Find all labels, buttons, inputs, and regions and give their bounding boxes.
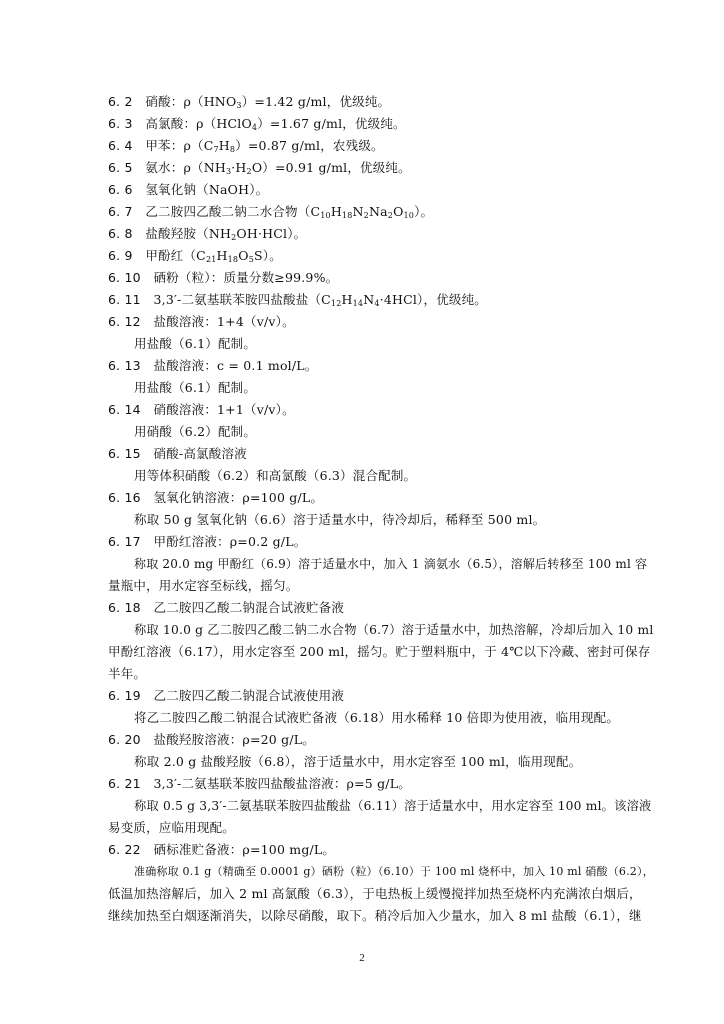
list-item: 6. 18 乙二胺四乙酸二钠混合试液贮备液 bbox=[108, 600, 345, 615]
list-item: 6. 3 高氯酸：ρ（HClO$_4$）=1.67 g/ml，优级纯。 bbox=[108, 116, 406, 132]
list-item: 6. 2 硝酸：$\rho(HNO_3)=1.42$ g/ml，优级纯。 bbox=[108, 94, 391, 110]
paragraph-text: 用盐酸（6.1）配制。 bbox=[134, 336, 257, 351]
paragraph-text: 称取 50 g 氢氧化钠（6.6）溶于适量水中，待冷却后，稀释至 500 ml。 bbox=[134, 512, 546, 527]
list-item: 6. 8 盐酸羟胺$(NH_2OH\cdot HCl)$。 bbox=[108, 226, 307, 242]
list-item: 6. 17 甲酚红溶液：ρ=0.2 g/L。 bbox=[108, 534, 307, 549]
list-item: 6. 4 甲苯：$\rho(C_7H_8)=0.87$ g/ml，农残级。 bbox=[108, 138, 384, 154]
list-item: 6. 15 硝酸-高氯酸溶液 bbox=[108, 446, 247, 461]
list-item: 6. 14 硝酸溶液：1+1（v/v）。 bbox=[108, 402, 295, 417]
paragraph-text: 用盐酸（6.1）配制。 bbox=[134, 380, 257, 395]
list-item: 6. 22 硒标准贮备液：ρ=100 mg/L。 bbox=[108, 842, 336, 857]
paragraph-text: 称取 20.0 mg 甲酚红（6.9）溶于适量水中，加入 1 滴氨水（6.5），溶解后转移至 100 ml 容 bbox=[134, 557, 648, 571]
paragraph-text: 甲酚红溶液（6.17），用水定容至 200 ml，摇匀。贮于塑料瓶中，于 4℃以下冷藏、密封可保存 bbox=[108, 644, 651, 659]
paragraph-text: 称取 10.0 g 乙二胺四乙酸二钠二水合物（6.7）溶于适量水中，加热溶解，冷却后加入 10 ml bbox=[134, 623, 654, 637]
paragraph-text: 量瓶中，用水定容至标线，摇匀。 bbox=[108, 578, 299, 593]
list-item: 6. 16 氢氧化钠溶液：ρ=100 g/L。 bbox=[108, 490, 324, 505]
list-item: 6. 9 甲酚红$(C_{21}H_{18}O_5S)$。 bbox=[108, 248, 282, 264]
list-item: 6. 11 3,3′-二氨基联苯胺四盐酸盐$(C_{12}H_{14}N_4\cdot 4HCl)$，优级纯。 bbox=[108, 292, 487, 308]
list-item: 6. 21 3,3′-二氨基联苯胺四盐酸盐溶液：ρ=5 g/L。 bbox=[108, 776, 411, 791]
list-item: 6. 12 盐酸溶液：1+4（v/v）。 bbox=[108, 314, 295, 329]
paragraph-text: 称取 0.5 g 3,3′-二氨基联苯胺四盐酸盐（6.11）溶于适量水中，用水定容至 100 ml。该溶液 bbox=[134, 799, 652, 813]
paragraph-text: 用等体积硝酸（6.2）和高氯酸（6.3）混合配制。 bbox=[134, 468, 417, 483]
paragraph-text: 用硝酸（6.2）配制。 bbox=[134, 424, 257, 439]
paragraph-text: 低温加热溶解后，加入 2 ml 高氯酸（6.3），于电热板上缓慢搅拌加热至烧杯内充满浓白烟后， bbox=[108, 886, 642, 901]
list-item: 6. 20 盐酸羟胺溶液：ρ=20 g/L。 bbox=[108, 732, 315, 747]
list-item: 6. 19 乙二胺四乙酸二钠混合试液使用液 bbox=[108, 688, 345, 703]
page-number: 2 bbox=[359, 952, 365, 964]
paragraph-text: 半年。 bbox=[108, 666, 147, 681]
list-item: 6. 6 氢氧化钠（NaOH）。 bbox=[108, 182, 269, 197]
list-item: 6. 13 盐酸溶液：c = 0.1 mol/L。 bbox=[108, 358, 318, 373]
paragraph-text: 称取 2.0 g 盐酸羟胺（6.8），溶于适量水中，用水定容至 100 ml，临用现配。 bbox=[134, 754, 582, 769]
paragraph-text: 准确称取 0.1 g（精确至 0.0001 g）硒粉（粒）（6.10）于 100 ml 烧杯中，加入 10 ml 硝酸（6.2）， bbox=[134, 865, 654, 878]
list-item: 6. 7 乙二胺四乙酸二钠二水合物$(C_{10}H_{18}N_2Na_2O_{10})$。 bbox=[108, 204, 434, 220]
paragraph-text: 易变质，应临用现配。 bbox=[108, 820, 236, 835]
paragraph-text: 继续加热至白烟逐渐消失，以除尽硝酸，取下。稍冷后加入少量水，加入 8 ml 盐酸（6.1），继 bbox=[108, 908, 642, 923]
list-item: 6. 5 氨水：$\rho(NH_3\cdot H_2O)=0.91$ g/ml，优级纯。 bbox=[108, 160, 411, 176]
paragraph-text: 将乙二胺四乙酸二钠混合试液贮备液（6.18）用水稀释 10 倍即为使用液，临用现配。 bbox=[134, 710, 620, 725]
list-item: 6. 10 硒粉（粒）：质量分数≥99.9%。 bbox=[108, 270, 339, 285]
